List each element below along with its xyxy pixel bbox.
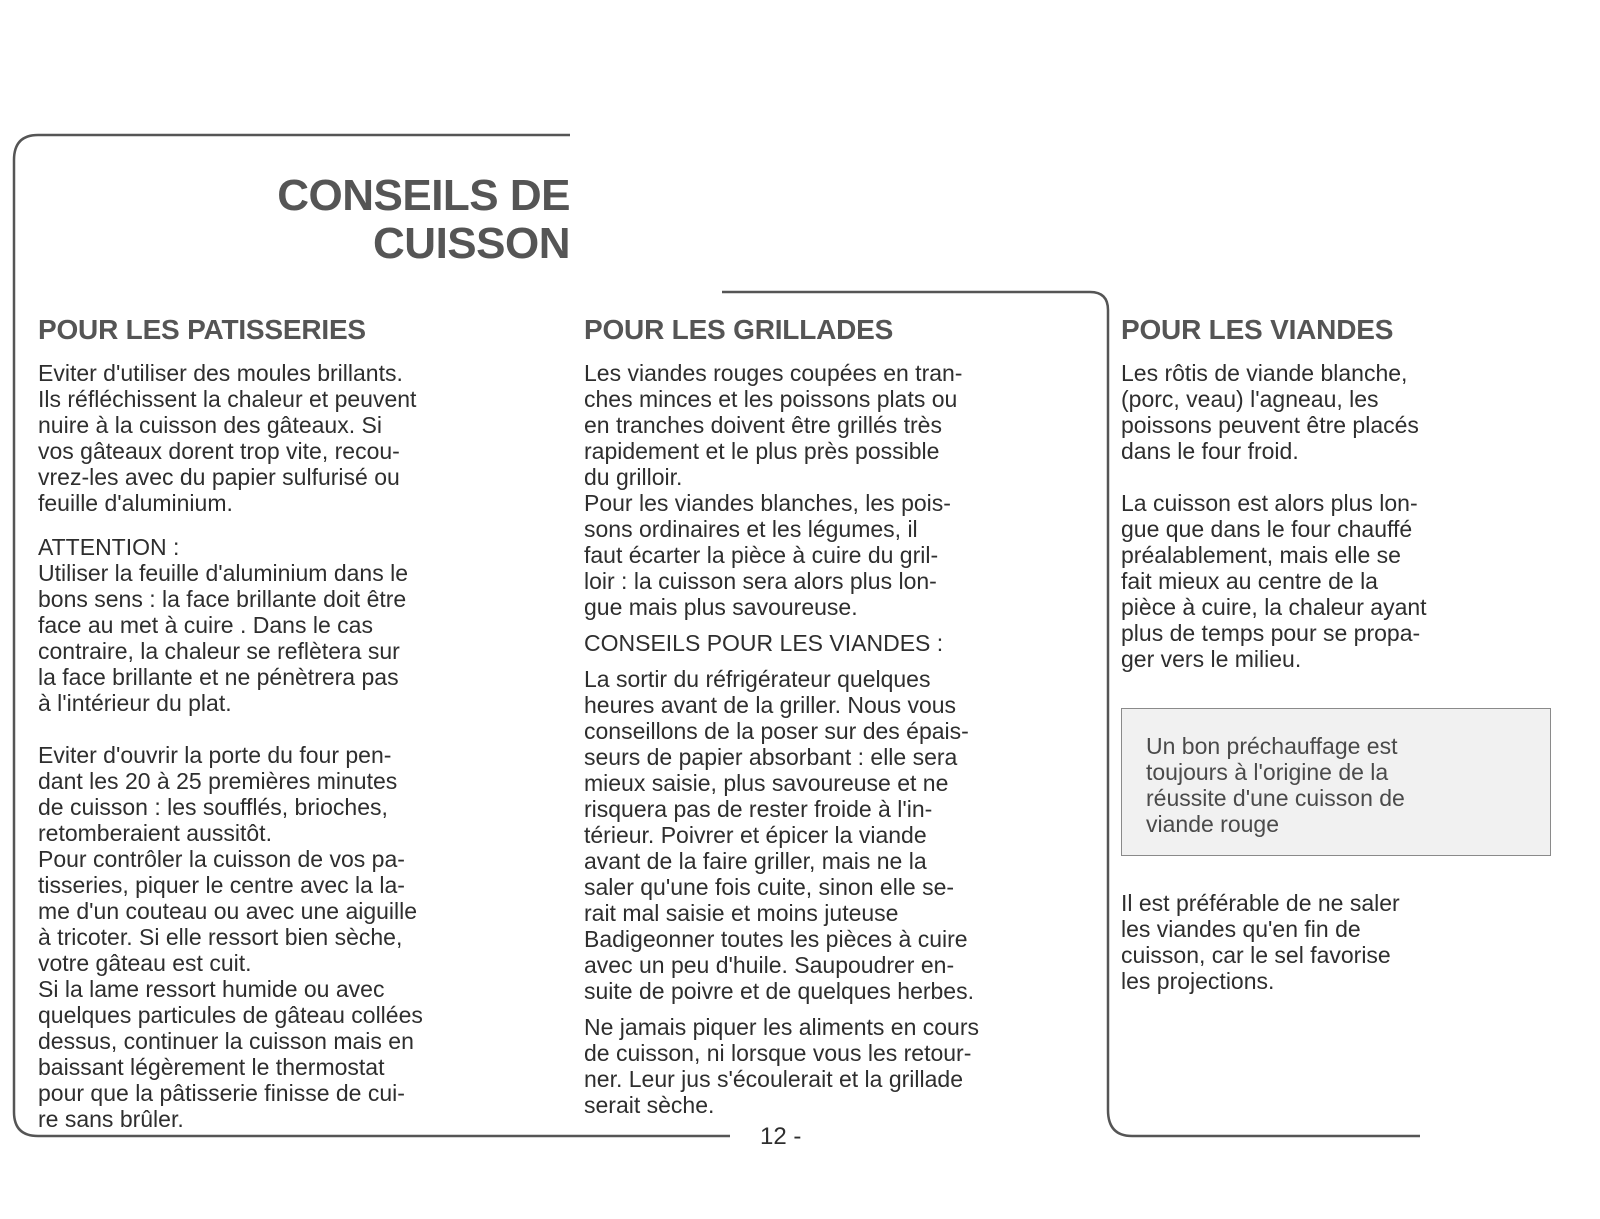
tip-box-text: Un bon préchauffage est toujours à l'origine de la réussite d'une cuisson de viande rouge xyxy=(1146,733,1405,837)
patisseries-paragraph-1: Eviter d'utiliser des moules brillants. Ils réfléchissent la chaleur et peuvent nuire à la cuisson des gâteaux. Si vos gâteaux dorent trop vite, recou- vrez-les avec du papier sulfurisé ou feuille d'aluminium. xyxy=(38,360,417,516)
grillades-paragraph-1: Les viandes rouges coupées en tran- ches minces et les poissons plats ou en tranches doivent être grillés très rapidement et le plus près possible du grilloir. Pour les viandes blanches, les pois- sons ordinaires et les légumes, il faut écarter la pièce à cuire du gril- loir : la cuisson sera alors plus lon- gue mais plus savoureuse. xyxy=(584,360,963,620)
patisseries-column xyxy=(38,314,548,1132)
page-title xyxy=(277,172,570,268)
grillades-paragraph-2: La sortir du réfrigérateur quelques heures avant de la griller. Nous vous conseillons de la poser sur des épais- seurs de papier absorbant : elle sera mieux saisie, plus savoureuse et ne risquera pas de rester froide à l'in- térieur. Poivrer et épicer la viande avant de la faire griller, mais ne la saler qu'une fois cuite, sinon elle se- rait mal saisie et moins juteuse Badigeonner toutes les pièces à cuire avec un peu d'huile. Saupoudrer en- suite de poivre et de quelques herbes. xyxy=(584,666,974,1004)
title-line-1: CONSEILS DE xyxy=(277,171,570,220)
patisseries-heading: POUR LES PATISSERIES xyxy=(38,314,366,345)
page-number: 12 - xyxy=(760,1123,802,1150)
grillades-heading: POUR LES GRILLADES xyxy=(584,314,894,345)
viandes-column xyxy=(1121,314,1521,994)
tip-box xyxy=(1121,708,1551,856)
viandes-paragraph-1: Les rôtis de viande blanche, (porc, veau) l'agneau, les poissons peuvent être placés dans le four froid. xyxy=(1121,360,1419,464)
title-line-2: CUISSON xyxy=(373,219,570,268)
attention-label: ATTENTION : xyxy=(38,534,180,560)
patisseries-paragraph-2: Utiliser la feuille d'aluminium dans le bons sens : la face brillante doit être face au met à cuire . Dans le cas contraire, la chaleur se reflètera sur la face brillante et ne pénètrera pas à l'intérieur du plat. xyxy=(38,560,408,716)
patisseries-paragraph-3: Eviter d'ouvrir la porte du four pen- dant les 20 à 25 premières minutes de cuisson : les soufflés, brioches, retomberaient aussitôt. Pour contrôler la cuisson de vos pa- tisseries, piquer le centre avec la la- me d'un couteau ou avec une aiguille à tricoter. Si elle ressort bien sèche, votre gâteau est cuit. Si la lame ressort humide ou avec quelques particules de gâteau collées dessus, continuer la cuisson mais en baissant légèrement le thermostat pour que la pâtisserie finisse de cui- re sans brûler. xyxy=(38,742,423,1132)
grillades-paragraph-3: Ne jamais piquer les aliments en cours de cuisson, ni lorsque vous les retour- ner. Leur jus s'écoulerait et la grillade serait sèche. xyxy=(584,1014,980,1118)
conseils-viandes-label: CONSEILS POUR LES VIANDES : xyxy=(584,630,944,656)
viandes-heading: POUR LES VIANDES xyxy=(1121,314,1394,345)
grillades-column xyxy=(584,314,1084,1118)
viandes-paragraph-3: Il est préférable de ne saler les viandes qu'en fin de cuisson, car le sel favorise les projections. xyxy=(1121,890,1400,994)
viandes-paragraph-2: La cuisson est alors plus lon- gue que dans le four chauffé préalablement, mais elle se fait mieux au centre de la pièce à cuire, la chaleur ayant plus de temps pour se propa- ger vers le milieu. xyxy=(1121,490,1427,672)
